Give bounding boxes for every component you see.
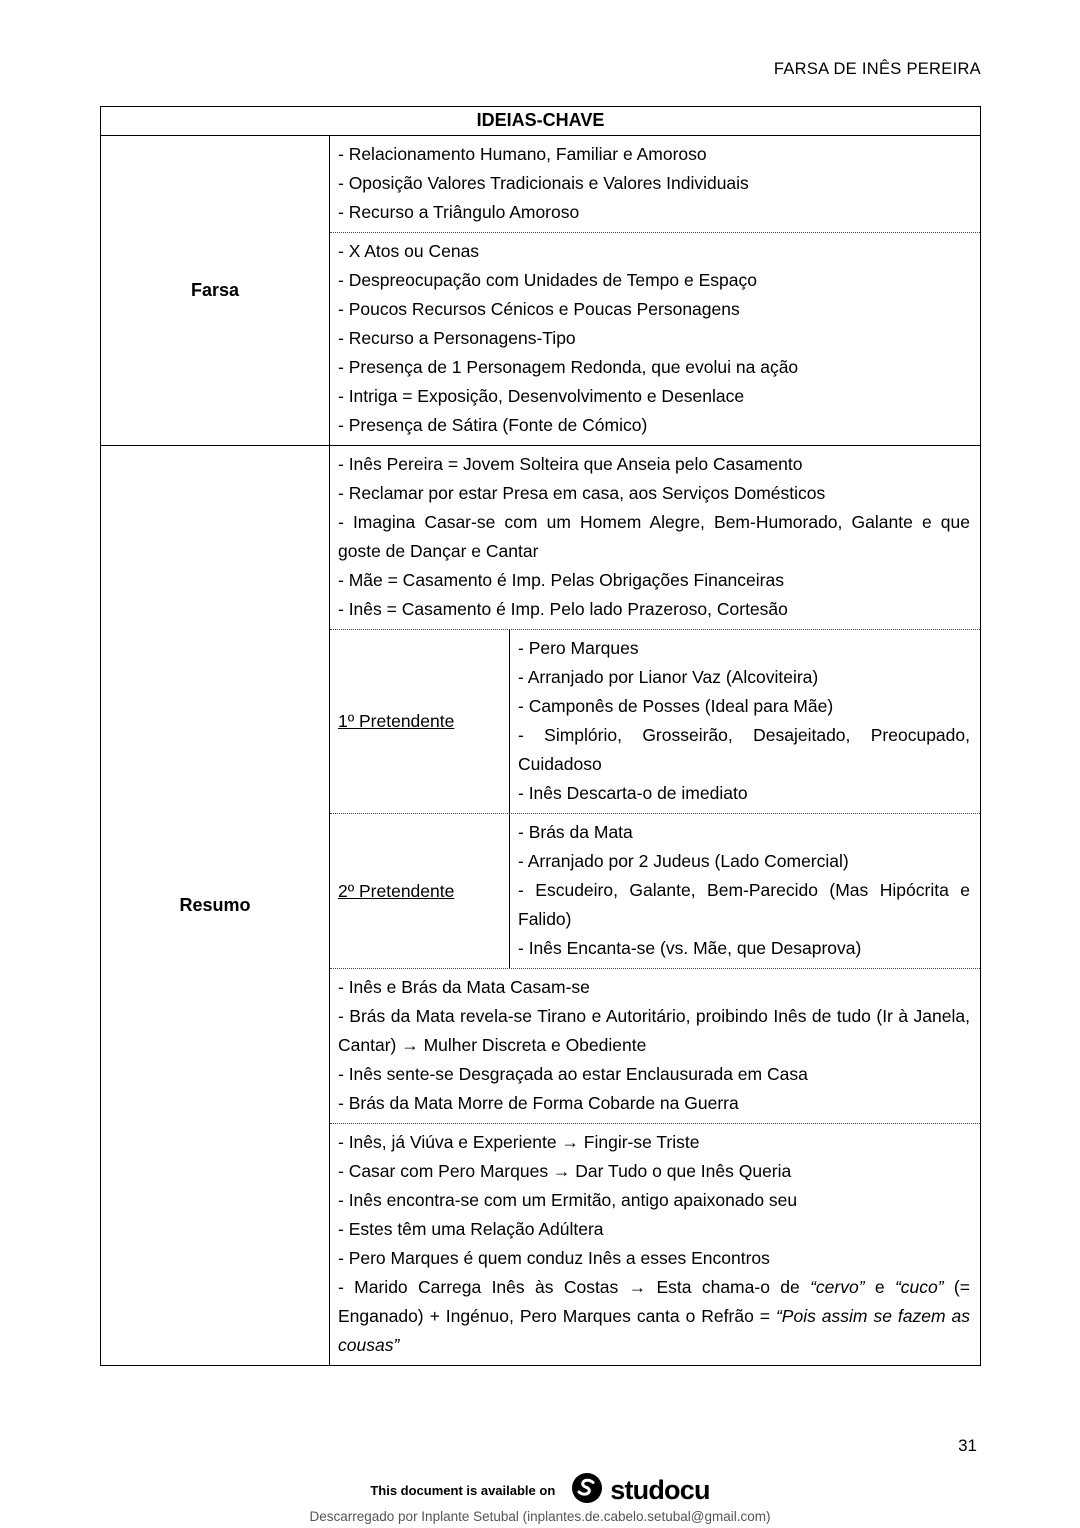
resumo-final-section [330, 1124, 980, 1365]
resumo-label: Resumo [101, 446, 330, 1365]
pretendente2-label-text: 2º Pretendente [338, 880, 455, 901]
page-number: 31 [958, 1436, 977, 1455]
farsa-structure-section [330, 233, 980, 445]
note-line: - Inês, já Viúva e Experiente → Fingir-se Triste [338, 1132, 700, 1152]
note-line: - Reclamar por estar Presa em casa, aos Serviços Domésticos [338, 483, 826, 503]
note-line: - Arranjado por Lianor Vaz (Alcoviteira) [518, 667, 819, 687]
italic-fragment: “cuco” [894, 1277, 944, 1297]
note-line: - Estes têm uma Relação Adúltera [338, 1219, 604, 1239]
note-line: - Inês = Casamento é Imp. Pelo lado Prazeroso, Cortesão [338, 599, 788, 619]
pretendente1-label-text: 1º Pretendente [338, 711, 455, 731]
studocu-logo[interactable] [571, 1472, 709, 1509]
note-line: - Brás da Mata [518, 822, 633, 842]
pretendente2-row [330, 814, 980, 969]
pretendente1-row [330, 630, 980, 814]
farsa-content [330, 136, 980, 445]
note-line: - Despreocupação com Unidades de Tempo e Espaço [338, 270, 757, 290]
note-line: - Inês sente-se Desgraçada ao estar Enclausurada em Casa [338, 1064, 808, 1084]
pretendente2-content [510, 814, 980, 968]
note-line: - Intriga = Exposição, Desenvolvimento e Desenlace [338, 386, 745, 406]
text-fragment: e [864, 1277, 895, 1297]
note-line: - Casar com Pero Marques → Dar Tudo o que Inês Queria [338, 1161, 792, 1181]
italic-fragment: “cervo” [810, 1277, 865, 1297]
farsa-row [101, 136, 980, 445]
pretendente1-content [510, 630, 980, 813]
pretendente1-label [330, 630, 510, 813]
note-line: - Recurso a Triângulo Amoroso [338, 202, 580, 222]
note-line: - Inês Encanta-se (vs. Mãe, que Desaprova) [518, 938, 862, 958]
note-line: - Inês e Brás da Mata Casam-se [338, 977, 590, 997]
note-line: - Recurso a Personagens-Tipo [338, 328, 576, 348]
italic-fragment: “Pois assim se fazem as cousas” [338, 1306, 971, 1355]
note-line: - Poucos Recursos Cénicos e Poucas Personagens [338, 299, 740, 319]
note-line: - Pero Marques é quem conduz Inês a esses Encontros [338, 1248, 770, 1268]
note-line: - X Atos ou Cenas [338, 241, 480, 261]
download-note: Descarregado por Inplante Setubal (inplantes.de.cabelo.setubal@gmail.com) [309, 1509, 771, 1524]
note-line: - Brás da Mata Morre de Forma Cobarde na Guerra [338, 1093, 739, 1113]
note-line: - Brás da Mata revela-se Tirano e Autoritário, proibindo Inês de tudo (Ir à Janela, Cantar) → Mulher Discreta e Obediente [338, 1006, 970, 1055]
note-line: - Arranjado por 2 Judeus (Lado Comercial) [518, 851, 849, 871]
note-line: - Inês Descarta-o de imediato [518, 783, 748, 803]
note-line: - Camponês de Posses (Ideal para Mãe) [518, 696, 834, 716]
farsa-themes-section [330, 136, 980, 233]
resumo-intro-section [330, 446, 980, 630]
note-line: - Mãe = Casamento é Imp. Pelas Obrigações Financeiras [338, 570, 784, 590]
resumo-casamento-section [330, 969, 980, 1124]
note-line: - Inês Pereira = Jovem Solteira que Anseia pelo Casamento [338, 454, 803, 474]
note-line: - Presença de Sátira (Fonte de Cómico) [338, 415, 648, 435]
pretendente2-label [330, 814, 510, 968]
note-line: - Escudeiro, Galante, Bem-Parecido (Mas Hipócrita e Falido) [518, 880, 970, 929]
ideias-chave-table [100, 106, 981, 1366]
note-line: - Relacionamento Humano, Familiar e Amoroso [338, 144, 707, 164]
note-line: - Oposição Valores Tradicionais e Valores Individuais [338, 173, 749, 193]
note-line: - Imagina Casar-se com um Homem Alegre, Bem-Humorado, Galante e que goste de Dançar e Cantar [338, 512, 970, 561]
text-fragment: - Marido Carrega Inês às Costas → Esta chama-o de [338, 1277, 811, 1297]
note-line: - Inês encontra-se com um Ermitão, antigo apaixonado seu [338, 1190, 798, 1210]
studocu-logo-icon [571, 1472, 603, 1509]
text-fragment: (= Enganado) + Ingénuo, Pero Marques canta o Refrão = [338, 1277, 970, 1326]
table-title: IDEIAS-CHAVE [101, 107, 980, 136]
availability-note: This document is available on [370, 1483, 556, 1498]
document-header: FARSA DE INÊS PEREIRA [773, 60, 981, 78]
farsa-label: Farsa [101, 136, 330, 445]
footer [0, 1472, 1080, 1509]
note-line: - Simplório, Grosseirão, Desajeitado, Preocupado, Cuidadoso [518, 725, 970, 774]
note-line [338, 1273, 970, 1360]
resumo-row [101, 445, 980, 1365]
resumo-final-lines [338, 1128, 970, 1273]
note-line: - Pero Marques [518, 638, 639, 658]
resumo-content [330, 446, 980, 1365]
note-line: - Presença de 1 Personagem Redonda, que evolui na ação [338, 357, 799, 377]
studocu-wordmark: studocu [610, 1475, 710, 1505]
